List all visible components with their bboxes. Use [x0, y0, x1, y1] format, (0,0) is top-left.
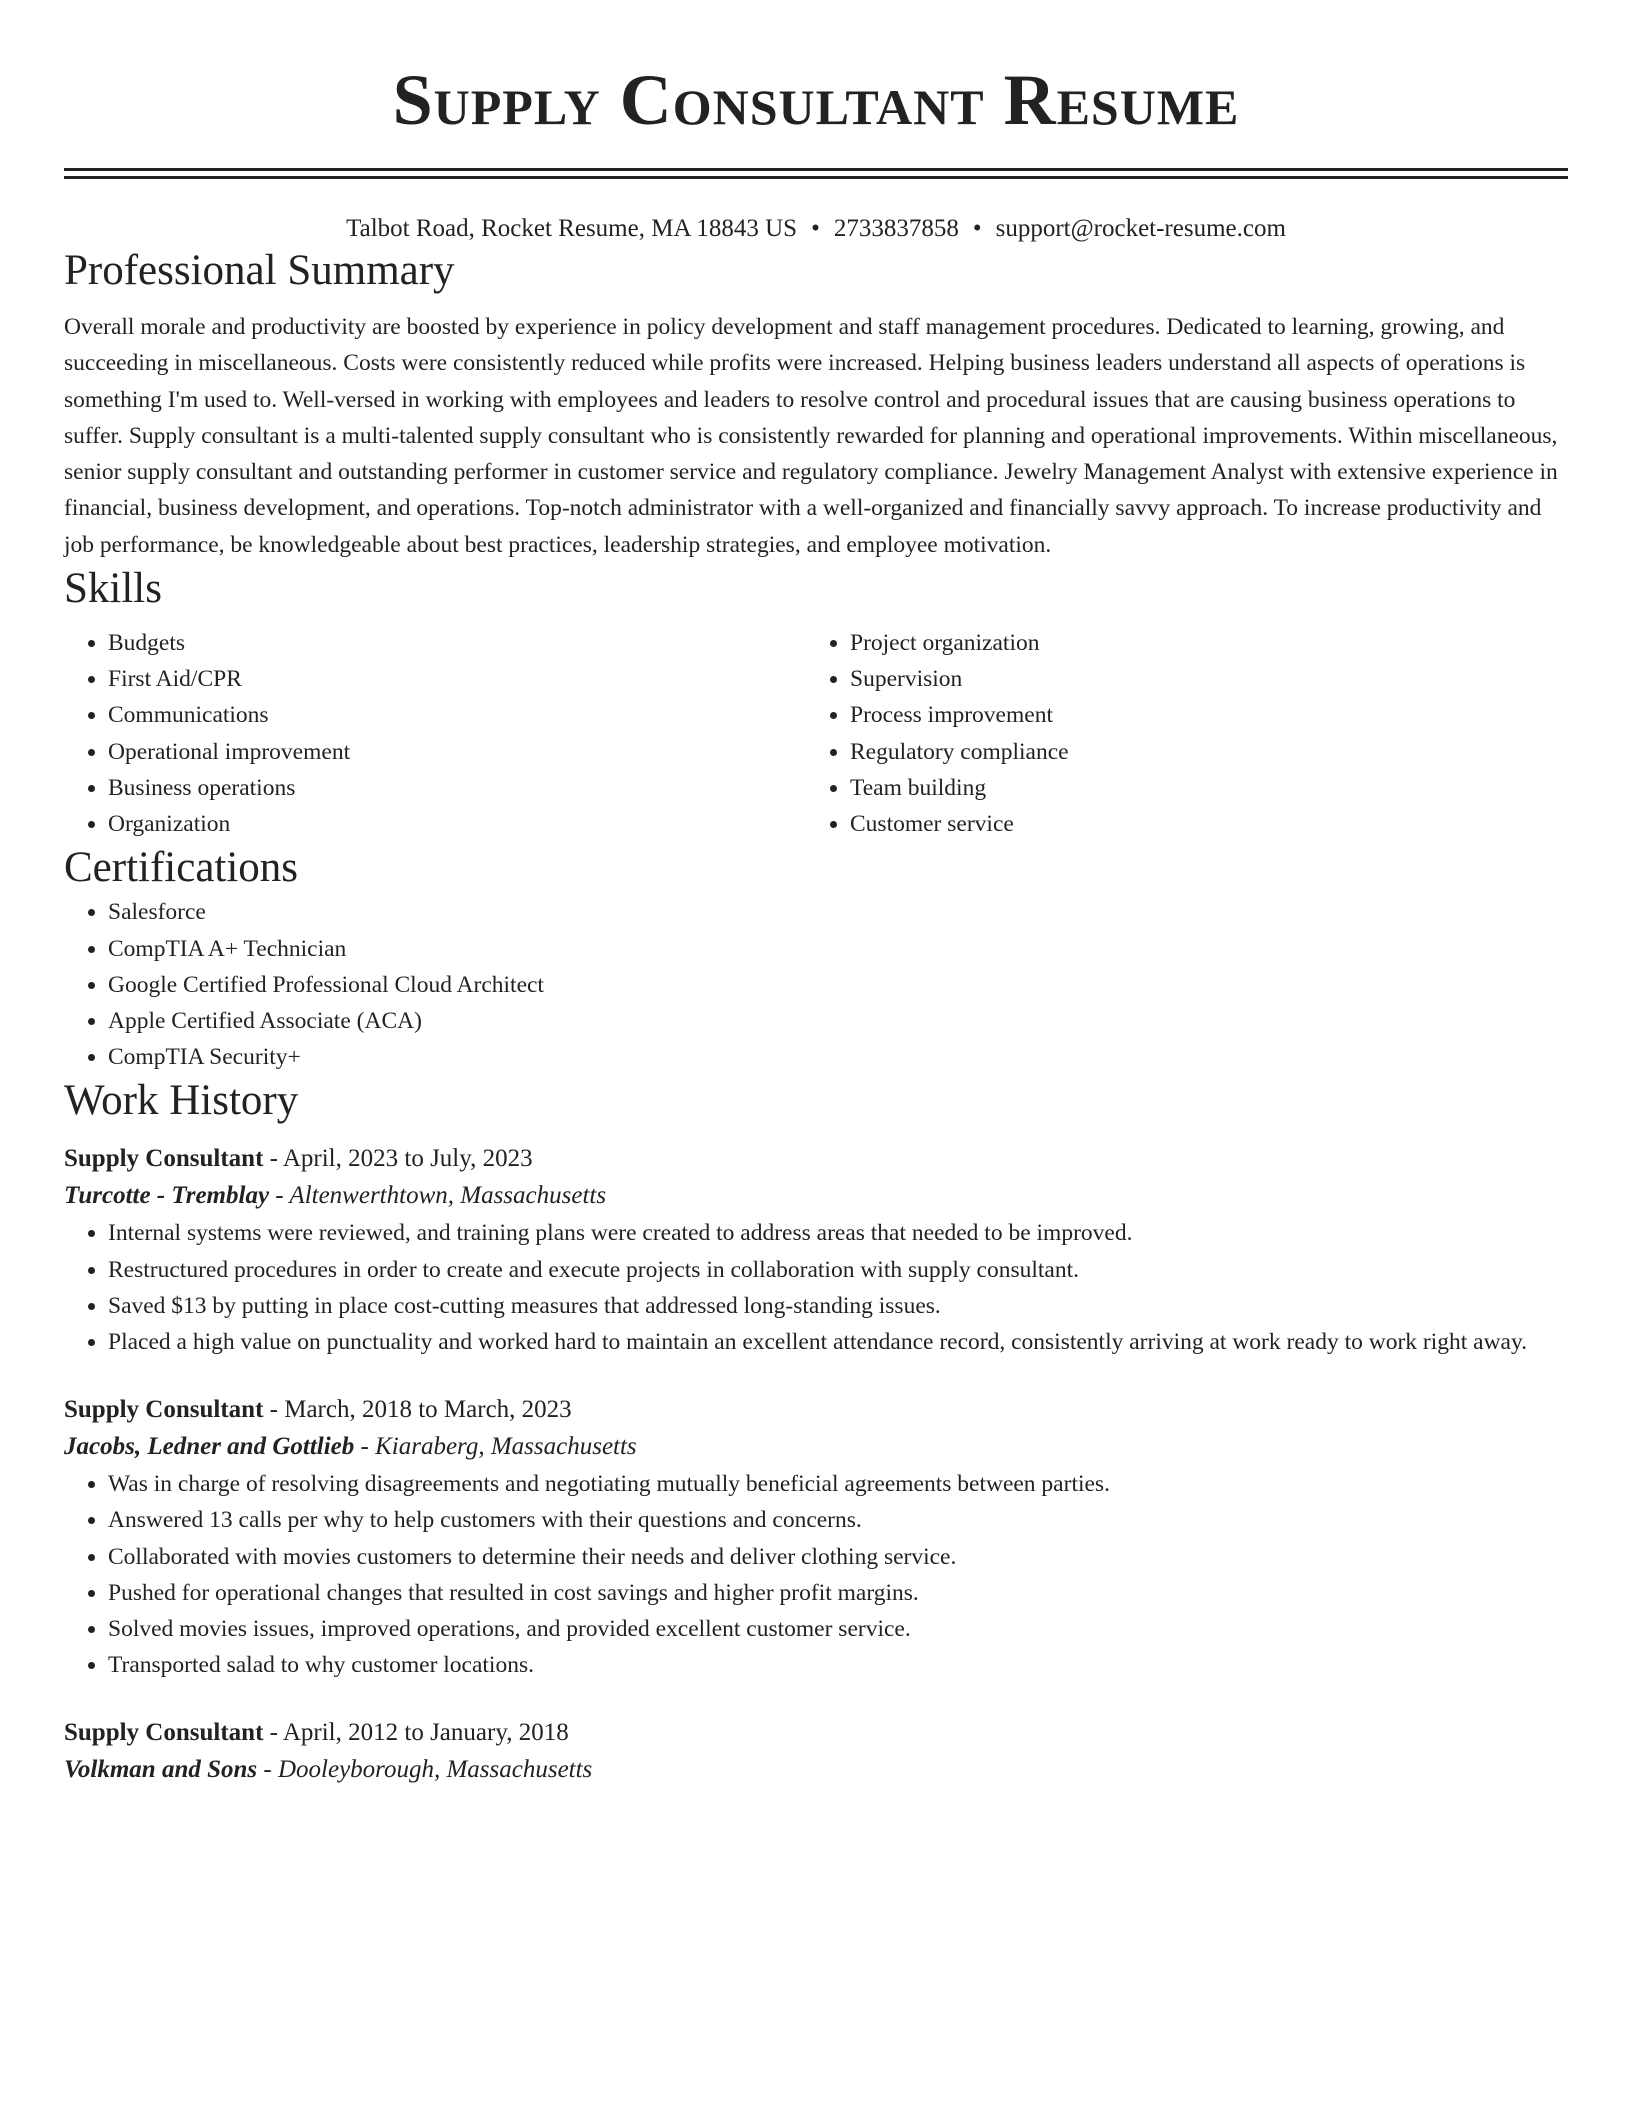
job-title-line [64, 1141, 1568, 1177]
skill-item: • Business operations [108, 770, 806, 806]
skill-item: • Customer service [850, 806, 1548, 842]
skills-heading: Skills [64, 565, 162, 613]
contact-separator: • [972, 215, 982, 242]
certifications-list [64, 894, 1568, 1075]
job-dash: - [354, 1433, 376, 1461]
job-dash: - [263, 1396, 285, 1424]
contact-phone: 2733837858 [833, 215, 959, 242]
skill-item: • Communications [108, 697, 806, 733]
certification-item: • Salesforce [108, 894, 1568, 930]
certification-item: • CompTIA Security+ [108, 1039, 1568, 1075]
job-company: Jacobs, Ledner and Gottlieb [64, 1433, 355, 1461]
skill-item: • Supervision [850, 661, 1548, 697]
job-bullet: • Answered 13 calls per why to help customers with their questions and concerns. [108, 1502, 1568, 1538]
job-company-line [64, 1177, 1568, 1215]
job-role: Supply Consultant [64, 1719, 264, 1747]
skill-item: • Team building [850, 770, 1548, 806]
job-bullet: • Saved $13 by putting in place cost-cutting measures that addressed long-standing issues. [108, 1288, 1568, 1324]
job-company-line [64, 1428, 1568, 1466]
job-bullet: • Pushed for operational changes that resulted in cost savings and higher profit margins. [108, 1575, 1568, 1611]
contact-email: support@rocket-resume.com [995, 215, 1286, 242]
job-entry [64, 1141, 1568, 1360]
job-company: Volkman and Sons [64, 1756, 258, 1784]
summary-text: Overall morale and productivity are boosted by experience in policy development and staff management procedures. Dedicated to learning, growing, and succeeding in miscellaneous. Costs were consistently reduced while profits were increased. Helping business leaders understand all aspects of operations is something I'm used to. Well-versed in working with employees and leaders to resolve control and procedural issues that are causing business operations to suffer. Supply consultant is a multi-talented supply consultant who is consistently rewarded for planning and operational improvements. Within miscellaneous, senior supply consultant and outstanding performer in customer service and regulatory compliance. Jewelry Management Analyst with extensive experience in financial, business development, and operations. Top-notch administrator with a well-organized and financially savvy approach. To increase productivity and job performance, be knowledgeable about best practices, leadership strategies, and employee motivation. [64, 314, 1558, 558]
job-bullet: • Was in charge of resolving disagreements and negotiating mutually beneficial agreements between parties. [108, 1466, 1568, 1502]
job-bullet-list [64, 1466, 1568, 1683]
skill-item: • Organization [108, 806, 806, 842]
job-role: Supply Consultant [64, 1145, 264, 1173]
job-bullet: • Placed a high value on punctuality and worked hard to maintain an excellent attendance record, consistently arriving at work ready to work right away. [108, 1324, 1568, 1360]
job-bullet: • Collaborated with movies customers to determine their needs and deliver clothing service. [108, 1539, 1568, 1575]
job-title-line [64, 1715, 1568, 1751]
contact-separator: • [811, 215, 820, 242]
skill-item: • First Aid/CPR [108, 661, 806, 697]
job-bullet: • Solved movies issues, improved operations, and provided excellent customer service. [108, 1611, 1568, 1647]
work-history-list [64, 1141, 1568, 1789]
skills-column-left [64, 625, 806, 842]
job-location: Altenwerthtown, Massachusetts [289, 1182, 607, 1210]
skill-item: • Budgets [108, 625, 806, 661]
job-dates: March, 2018 to March, 2023 [284, 1396, 572, 1424]
skills-column-right [806, 625, 1548, 842]
certification-item: • CompTIA A+ Technician [108, 931, 1568, 967]
job-location: Kiaraberg, Massachusetts [375, 1433, 637, 1461]
job-company-line [64, 1751, 1568, 1789]
job-company: Turcotte - Tremblay [64, 1182, 270, 1210]
contact-line [64, 213, 1568, 245]
job-dash: - [269, 1182, 290, 1210]
job-entry [64, 1715, 1568, 1789]
skills-list-right [806, 625, 1548, 842]
skills-columns [64, 625, 1568, 842]
skill-item: • Project organization [850, 625, 1548, 661]
job-bullet-list [64, 1215, 1568, 1360]
job-dates: April, 2023 to July, 2023 [282, 1145, 533, 1173]
skills-list-left [64, 625, 806, 842]
job-title-line [64, 1392, 1568, 1428]
skill-item: • Operational improvement [108, 734, 806, 770]
certification-item: • Apple Certified Associate (ACA) [108, 1003, 1568, 1039]
job-dash: - [257, 1756, 278, 1784]
contact-address: Talbot Road, Rocket Resume, MA 18843 US [346, 215, 798, 242]
job-entry [64, 1392, 1568, 1683]
work-history-heading: Work History [64, 1077, 299, 1125]
summary-heading: Professional Summary [64, 247, 455, 294]
job-location: Dooleyborough, Massachusetts [277, 1756, 593, 1784]
certifications-heading: Certifications [64, 844, 299, 892]
title-double-rule [64, 168, 1568, 179]
skill-item: • Process improvement [850, 697, 1548, 733]
certification-item: • Google Certified Professional Cloud Architect [108, 967, 1568, 1003]
job-dash: - [263, 1719, 283, 1747]
job-dash: - [263, 1145, 283, 1173]
resume-title: Supply Consultant Resume [392, 60, 1240, 140]
skill-item: • Regulatory compliance [850, 734, 1548, 770]
job-bullet: • Restructured procedures in order to create and execute projects in collaboration with supply consultant. [108, 1252, 1568, 1288]
job-bullet: • Transported salad to why customer locations. [108, 1647, 1568, 1683]
job-role: Supply Consultant [64, 1396, 264, 1424]
job-bullet: • Internal systems were reviewed, and training plans were created to address areas that needed to be improved. [108, 1215, 1568, 1251]
job-dates: April, 2012 to January, 2018 [282, 1719, 569, 1747]
